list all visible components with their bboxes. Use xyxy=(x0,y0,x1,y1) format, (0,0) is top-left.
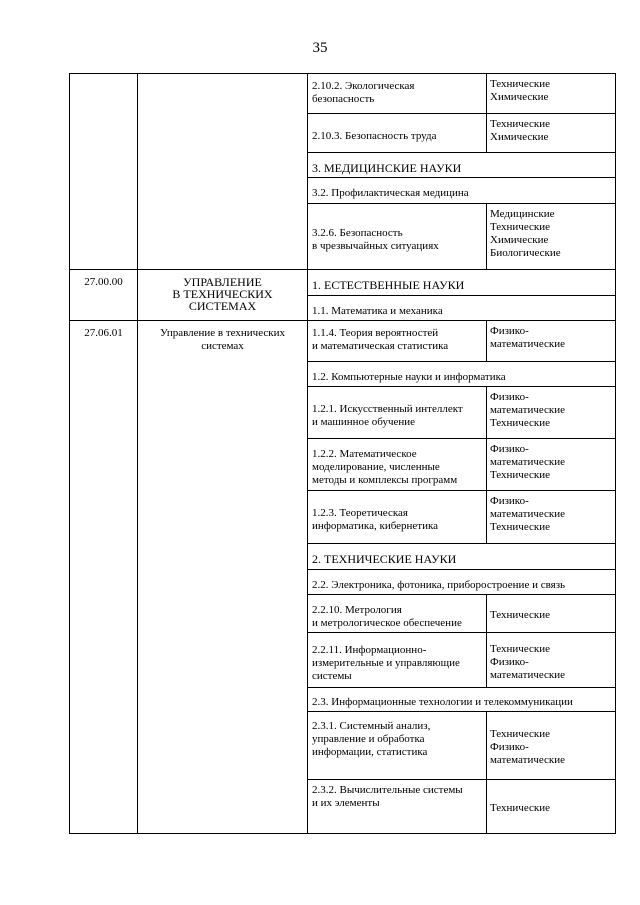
specialty-line: 2.3.1. Системный анализ, xyxy=(312,720,431,732)
subsection-heading xyxy=(308,570,616,595)
specialty-line: 2.2.11. Информационно- xyxy=(312,643,427,656)
specialty-cell xyxy=(308,74,487,114)
group-name xyxy=(138,270,308,321)
branches-cell xyxy=(487,387,616,439)
specialty-line: методы и комплексы программ xyxy=(312,474,458,486)
branch-line: Физико- xyxy=(490,391,529,403)
branch-line: Технические xyxy=(490,521,550,533)
branch-line: Медицинские xyxy=(490,208,555,220)
group-name-line: УПРАВЛЕНИЕ xyxy=(183,275,262,289)
specialty-cell xyxy=(308,595,487,633)
branches-cell xyxy=(487,114,616,153)
subsection-heading xyxy=(308,688,616,712)
branch-line: Технические xyxy=(490,469,550,481)
specialty-line: 3.2.6. Безопасность xyxy=(312,226,403,239)
branches-cell xyxy=(487,439,616,491)
table-row xyxy=(70,321,616,362)
branch-line: Физико- xyxy=(490,495,529,507)
table-row xyxy=(70,270,616,296)
subsection-heading xyxy=(308,362,616,387)
branches-cell xyxy=(487,595,616,633)
specialty-line: 1.2.3. Теоретическая xyxy=(312,507,408,519)
branch-line: математические xyxy=(490,668,566,681)
branch-line: Технические xyxy=(490,802,550,814)
specialty-cell xyxy=(308,491,487,544)
branches-cell xyxy=(487,204,616,270)
heading-text: 2. ТЕХНИЧЕСКИЕ НАУКИ xyxy=(312,552,457,566)
section-heading xyxy=(308,544,616,570)
specialty-line: информации, статистика xyxy=(312,746,428,758)
specialty-line: и их элементы xyxy=(312,797,380,809)
direction-name-line: Управление в технических xyxy=(160,327,285,339)
table-row xyxy=(70,74,616,114)
specialty-line: 2.3.2. Вычислительные системы xyxy=(312,784,463,796)
branches-cell xyxy=(487,780,616,834)
group-code: 27.00.00 xyxy=(70,270,138,321)
specialty-line: и машинное обучение xyxy=(312,415,416,428)
branches-cell xyxy=(487,633,616,688)
specialty-cell xyxy=(308,439,487,491)
direction-name xyxy=(138,321,308,834)
specialty-line: и математическая статистика xyxy=(312,340,449,352)
branches-cell xyxy=(487,712,616,780)
name-cell xyxy=(138,74,308,270)
subsection-heading xyxy=(308,296,616,321)
branches-cell xyxy=(487,321,616,362)
specialty-line: и метрологическое обеспечение xyxy=(312,616,462,629)
specialty-line: 2.10.3. Безопасность труда xyxy=(312,129,437,142)
branch-line: Технические xyxy=(490,78,550,90)
direction-code: 27.06.01 xyxy=(70,321,138,834)
specialty-line: системы xyxy=(312,669,352,682)
specialty-cell xyxy=(308,114,487,153)
branch-line: Технические xyxy=(490,417,550,429)
specialty-line: 1.1.4. Теория вероятностей xyxy=(312,327,439,339)
branch-line: Технические xyxy=(490,221,550,233)
branch-line: Технические xyxy=(490,609,550,621)
specialty-cell xyxy=(308,321,487,362)
specialty-line: измерительные и управляющие xyxy=(312,656,460,669)
branch-line: математические xyxy=(490,508,566,520)
branch-line: Биологические xyxy=(490,247,561,259)
group-name-line: СИСТЕМАХ xyxy=(188,299,257,313)
group-name-line: В ТЕХНИЧЕСКИХ xyxy=(172,287,273,301)
branches-cell xyxy=(487,74,616,114)
heading-text: 1.2. Компьютерные науки и информатика xyxy=(312,370,506,383)
specialty-line: 1.2.1. Искусственный интеллект xyxy=(312,402,463,415)
specialty-line: 2.10.2. Экологическая xyxy=(312,80,415,92)
specialty-line: 2.2.10. Метрология xyxy=(312,603,402,616)
heading-text: 3. МЕДИЦИНСКИЕ НАУКИ xyxy=(312,160,462,175)
branch-line: Технические xyxy=(490,642,550,655)
specialty-line: безопасность xyxy=(312,93,375,105)
heading-text: 2.3. Информационные технологии и телекоммуникации xyxy=(312,696,573,708)
branch-line: Химические xyxy=(490,91,549,103)
heading-text: 1. ЕСТЕСТВЕННЫЕ НАУКИ xyxy=(312,278,465,292)
branch-line: Физико- xyxy=(490,443,529,455)
branches-cell xyxy=(487,491,616,544)
specialty-cell xyxy=(308,387,487,439)
specialty-cell xyxy=(308,204,487,270)
heading-text: 2.2. Электроника, фотоника, приборостроение и связь xyxy=(312,578,566,591)
specialty-line: в чрезвычайных ситуациях xyxy=(312,239,439,252)
heading-text: 3.2. Профилактическая медицина xyxy=(312,187,469,199)
branch-line: Химические xyxy=(490,234,549,246)
heading-text: 1.1. Математика и механика xyxy=(312,304,443,317)
specialty-cell xyxy=(308,712,487,780)
section-heading xyxy=(308,153,616,178)
branch-line: Физико- xyxy=(490,741,529,753)
specialty-cell xyxy=(308,633,487,688)
branch-line: математические xyxy=(490,338,566,350)
direction-name-line: системах xyxy=(201,340,244,352)
specialty-line: моделирование, численные xyxy=(312,461,440,473)
specialty-cell xyxy=(308,780,487,834)
branch-line: математические xyxy=(490,456,566,468)
branch-line: Технические xyxy=(490,118,550,130)
branch-line: Химические xyxy=(490,131,549,143)
branch-line: математические xyxy=(490,754,566,766)
branch-line: Физико- xyxy=(490,325,529,337)
branch-line: Физико- xyxy=(490,655,529,668)
branch-line: Технические xyxy=(490,728,550,740)
branch-line: математические xyxy=(490,404,566,416)
specialty-line: 1.2.2. Математическое xyxy=(312,448,417,460)
specialty-line: управление и обработка xyxy=(312,733,425,745)
code-cell xyxy=(70,74,138,270)
specialties-table xyxy=(69,73,616,834)
section-heading xyxy=(308,270,616,296)
subsection-heading xyxy=(308,178,616,204)
specialty-line: информатика, кибернетика xyxy=(312,520,439,532)
page-number: 35 xyxy=(312,40,328,56)
